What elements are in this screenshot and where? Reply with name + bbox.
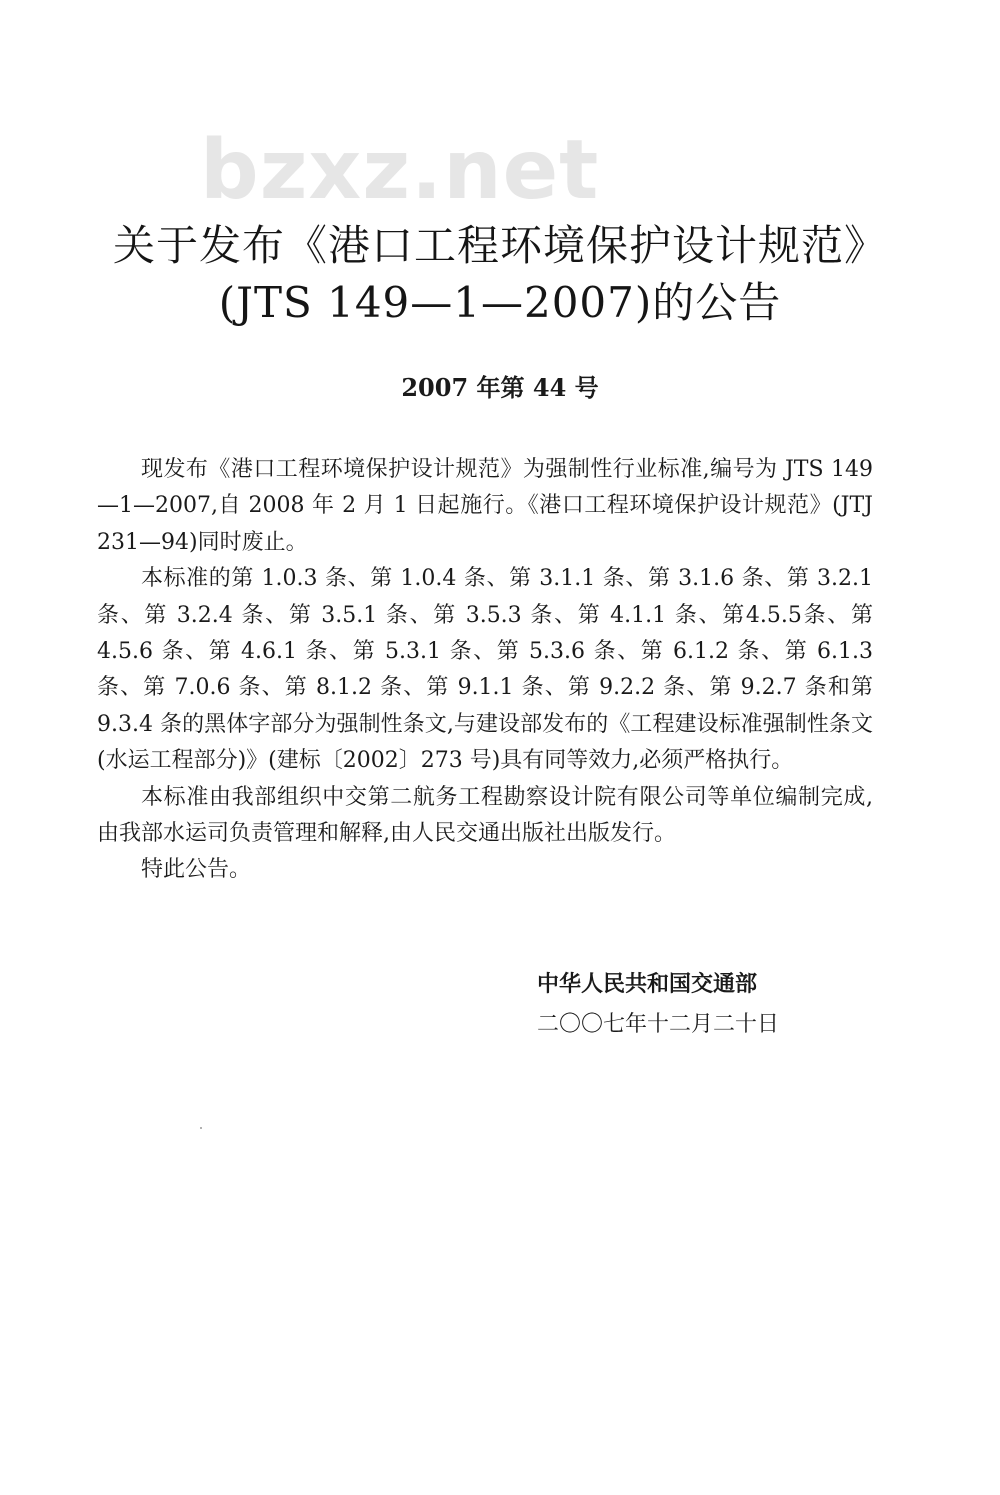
- paragraph-closing: 特此公告。: [141, 857, 252, 883]
- watermark: bzxz.net: [200, 123, 600, 218]
- paragraph-compilation: 本标准由我部组织中交第二航务工程勘察设计院有限公司等单位编制完成,由我部水运司负责管理和解释,由人民交通出版社出版发行。: [97, 784, 873, 847]
- issue-date: 二〇〇七年十二月二十日: [537, 1012, 780, 1037]
- paragraph-publication: 现发布《港口工程环境保护设计规范》为强制性行业标准,编号为 JTS 149—1—2007,自 2008 年 2 月 1 日起施行。《港口工程环境保护设计规范》(JTJ 231—94)同时废止。: [97, 457, 873, 555]
- announcement-title-line-1: 关于发布《港口工程环境保护设计规范》: [112, 221, 887, 270]
- scan-speck: [200, 1127, 202, 1129]
- announcement-body: [97, 452, 873, 889]
- document-number: 2007 年第 44 号: [401, 373, 599, 402]
- issuing-authority: 中华人民共和国交通部: [537, 972, 758, 997]
- paragraph-mandatory-clauses: 本标准的第 1.0.3 条、第 1.0.4 条、第 3.1.1 条、第 3.1.6 条、第 3.2.1 条、第 3.2.4 条、第 3.5.1 条、第 3.5.3 条、第 4.1.1 条、第4.5.5条、第 4.5.6 条、第 4.6.1 条、第 5.3.1 条、第 5.3.6 条、第 6.1.2 条、第 6.1.3 条、第 7.0.6 条、第 8.1.2 条、第 9.1.1 条、第 9.2.2 条、第 9.2.7 条和第 9.3.4 条的黑体字部分为强制性条文,与建设部发布的《工程建设标准强制性条文(水运工程部分)》(建标〔2002〕273 号)具有同等效力,必须严格执行。: [97, 566, 873, 774]
- announcement-title-line-2: (JTS 149—1—2007)的公告: [218, 278, 782, 327]
